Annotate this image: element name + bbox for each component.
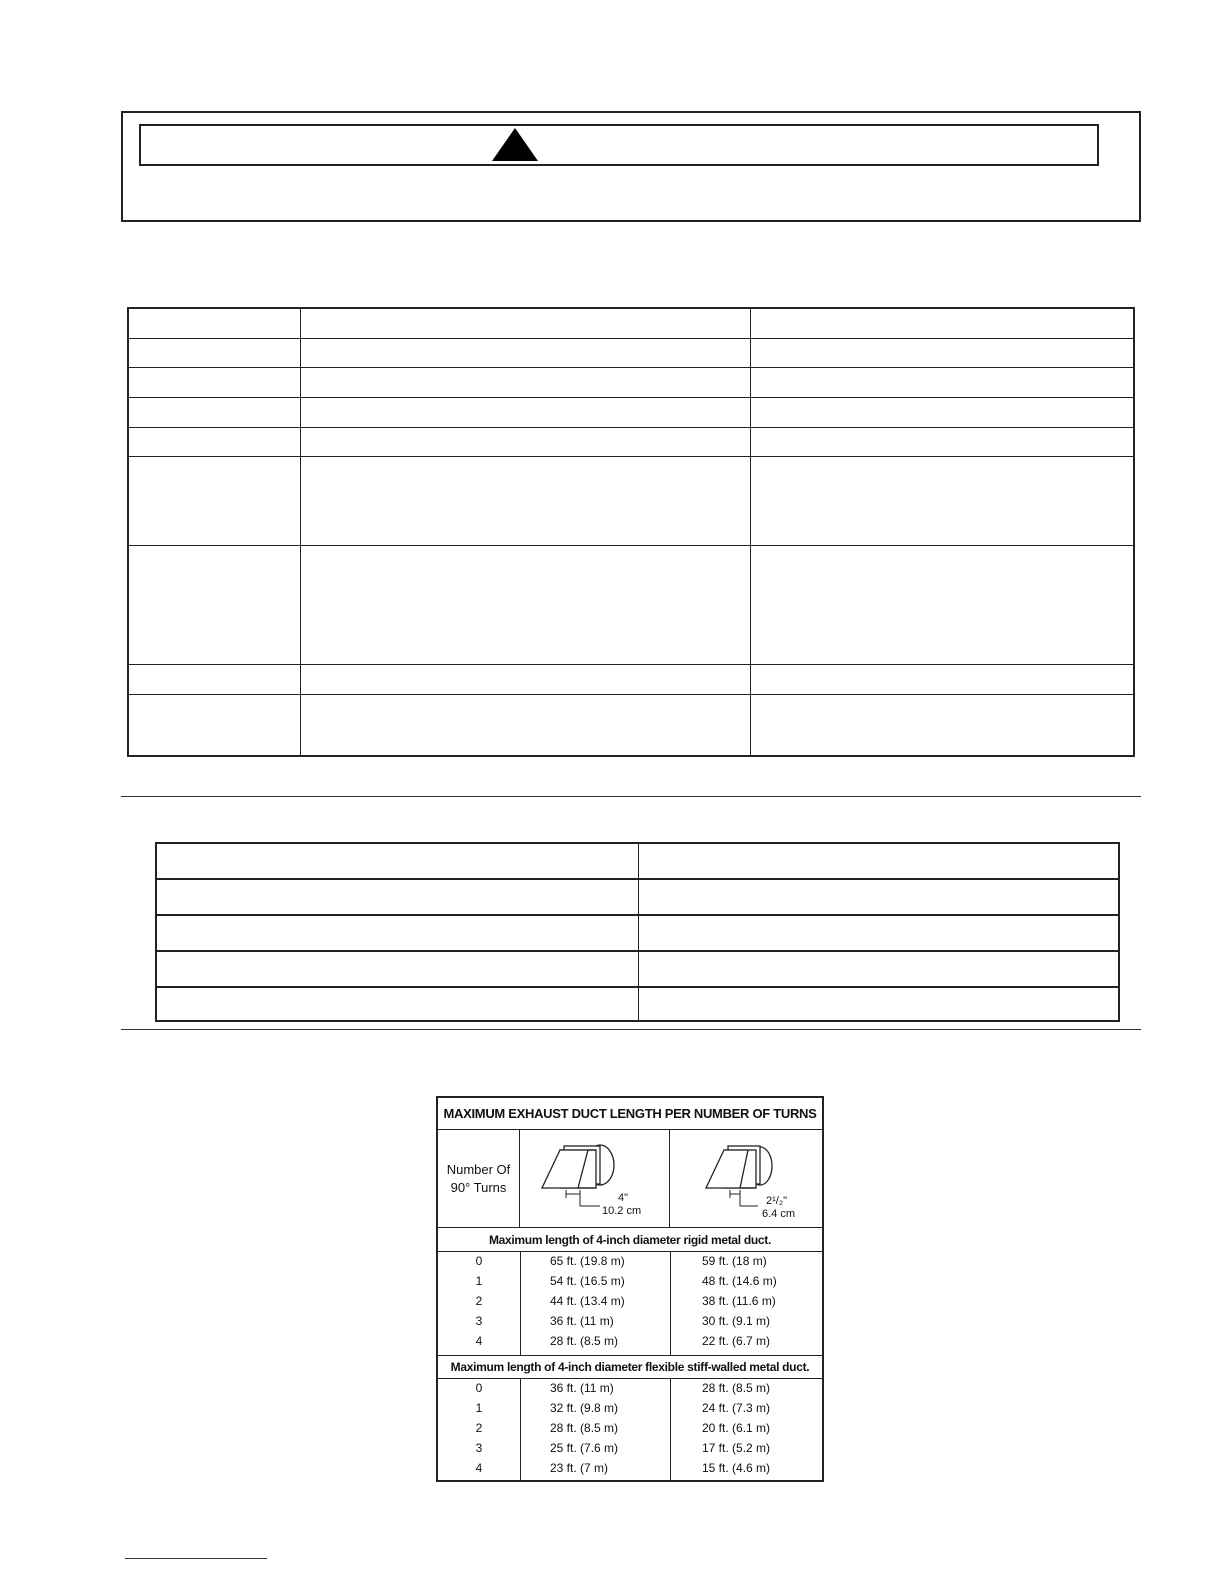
table-row-divider	[129, 338, 1133, 339]
table-row	[438, 1459, 822, 1479]
hood-4in-cell: 36 ft. (11 m)	[550, 1381, 614, 1395]
duct-chart-title: MAXIMUM EXHAUST DUCT LENGTH PER NUMBER OF TURNS	[438, 1098, 822, 1130]
table-row-divider	[129, 397, 1133, 398]
table-row-divider	[129, 427, 1133, 428]
table-column-divider	[750, 309, 751, 755]
table-row-divider	[157, 914, 1118, 916]
hood-2half-inches: 2¹/₂"	[766, 1195, 788, 1207]
hood-4in-cell: 36 ft. (11 m)	[550, 1314, 614, 1328]
turns-cell: 0	[475, 1254, 483, 1268]
hood-2half-cm: 6.4 cm	[762, 1208, 796, 1220]
turns-cell: 2	[475, 1421, 483, 1435]
turns-cell: 3	[475, 1314, 483, 1328]
turns-header-line2: 90° Turns	[450, 1179, 507, 1195]
table-row	[438, 1399, 822, 1419]
hood-2half-header	[670, 1130, 822, 1227]
warning-triangle-icon	[491, 128, 539, 162]
hood-4in-cell: 54 ft. (16.5 m)	[550, 1274, 625, 1288]
table-row-divider	[129, 367, 1133, 368]
turns-cell: 3	[475, 1441, 483, 1455]
table-row-divider	[129, 664, 1133, 665]
section-divider	[121, 796, 1141, 797]
hood-2half-cell: 22 ft. (6.7 m)	[702, 1334, 771, 1348]
rigid-duct-rows	[438, 1252, 822, 1355]
hood-4in-cell: 32 ft. (9.8 m)	[550, 1401, 619, 1415]
table-row	[438, 1379, 822, 1399]
table-row	[438, 1312, 822, 1332]
hood-4in-cell: 28 ft. (8.5 m)	[550, 1421, 619, 1435]
table-row-divider	[129, 694, 1133, 695]
hood-2half-cell: 48 ft. (14.6 m)	[702, 1274, 777, 1288]
hood-4in-cell: 23 ft. (7 m)	[550, 1461, 609, 1475]
dimension-marker-icon	[564, 1188, 604, 1212]
table-row-divider	[129, 456, 1133, 457]
hood-2half-cell: 20 ft. (6.1 m)	[702, 1421, 771, 1435]
flexible-duct-section-title: Maximum length of 4-inch diameter flexible stiff-walled metal duct.	[438, 1355, 822, 1379]
hood-4in-cell: 28 ft. (8.5 m)	[550, 1334, 619, 1348]
section-divider	[121, 1029, 1141, 1030]
turns-cell: 2	[475, 1294, 483, 1308]
table-row-divider	[157, 878, 1118, 880]
hood-4in-cell: 65 ft. (19.8 m)	[550, 1254, 625, 1268]
hood-2half-cell: 30 ft. (9.1 m)	[702, 1314, 771, 1328]
hood-2half-cell: 38 ft. (11.6 m)	[702, 1294, 776, 1308]
table-row	[438, 1252, 822, 1272]
table-row-divider	[157, 986, 1118, 988]
turns-cell: 4	[475, 1334, 483, 1348]
hood-2half-cell: 28 ft. (8.5 m)	[702, 1381, 771, 1395]
table-row	[438, 1292, 822, 1312]
hood-2half-cell: 59 ft. (18 m)	[702, 1254, 767, 1268]
rigid-duct-section-title: Maximum length of 4-inch diameter rigid metal duct.	[438, 1228, 822, 1252]
requirements-table	[155, 842, 1120, 1022]
hood-4in-inches: 4"	[618, 1192, 629, 1204]
table-row-divider	[157, 950, 1118, 952]
turns-cell: 1	[475, 1274, 483, 1288]
hood-4in-cell: 25 ft. (7.6 m)	[550, 1441, 619, 1455]
turns-cell: 1	[475, 1401, 483, 1415]
footnote-divider	[125, 1558, 267, 1559]
table-row	[438, 1419, 822, 1439]
table-column-divider	[638, 844, 639, 1020]
hood-4in-cell: 44 ft. (13.4 m)	[550, 1294, 625, 1308]
hood-2half-cell: 17 ft. (5.2 m)	[702, 1441, 771, 1455]
hood-4in-header	[520, 1130, 670, 1227]
hood-4in-cm: 10.2 cm	[602, 1205, 642, 1217]
table-row-divider	[129, 545, 1133, 546]
duct-chart-header	[438, 1130, 822, 1228]
turns-header	[438, 1130, 520, 1227]
flexible-duct-rows	[438, 1379, 822, 1480]
table-column-divider	[300, 309, 301, 755]
table-row	[438, 1439, 822, 1459]
hood-2half-cell: 24 ft. (7.3 m)	[702, 1401, 771, 1415]
turns-cell: 4	[475, 1461, 483, 1475]
warning-banner	[139, 124, 1099, 166]
table-row	[438, 1272, 822, 1292]
exhaust-duct-chart	[436, 1096, 824, 1482]
turns-cell: 0	[475, 1381, 483, 1395]
hood-2half-cell: 15 ft. (4.6 m)	[702, 1461, 771, 1475]
turns-header-line1: Number Of	[446, 1161, 511, 1177]
specifications-table	[127, 307, 1135, 757]
table-row	[438, 1332, 822, 1352]
